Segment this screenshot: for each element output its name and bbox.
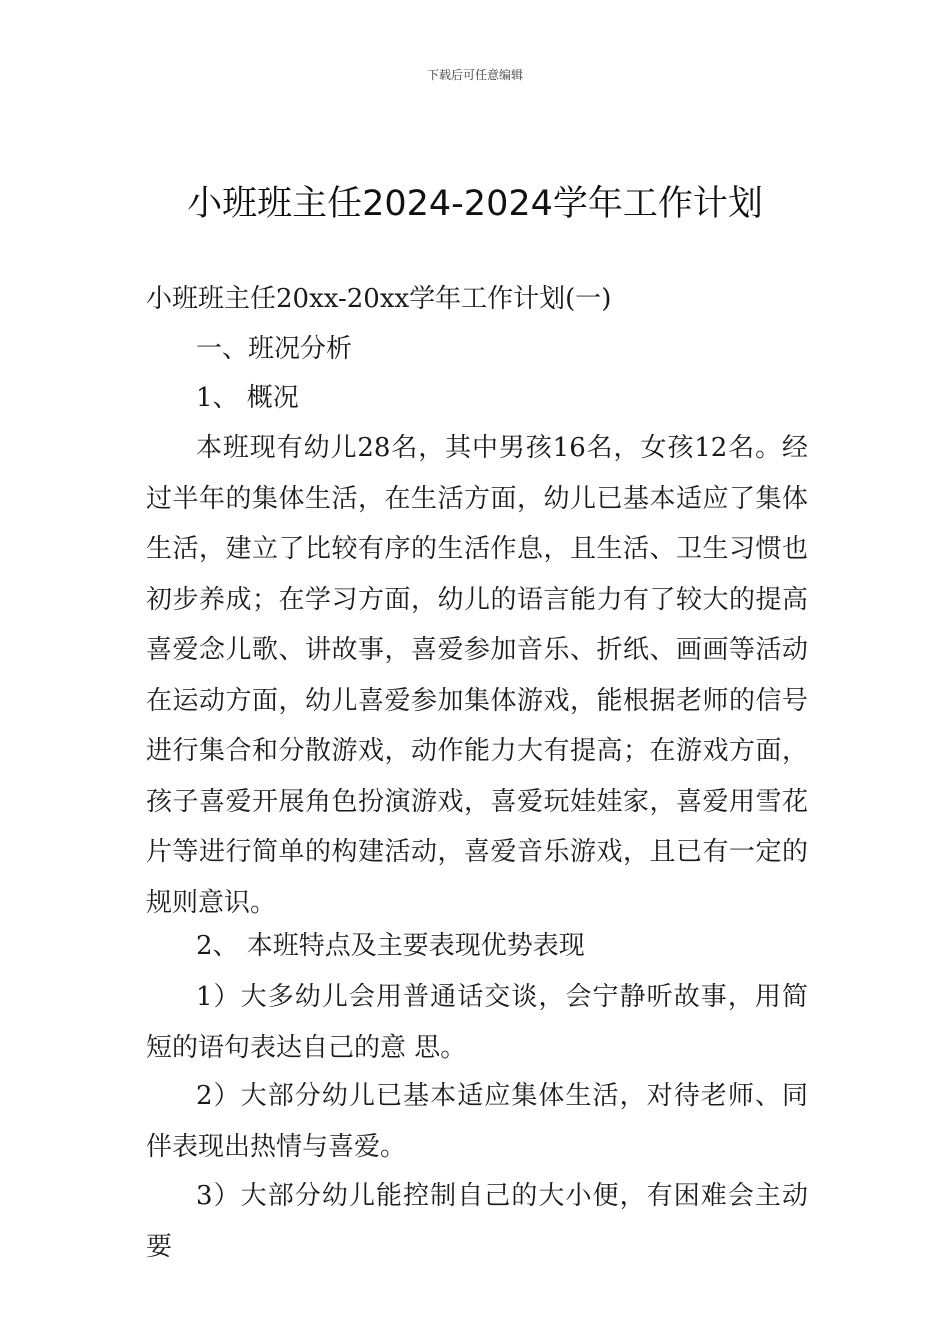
list-item: 1）大多幼儿会用普通话交谈，会宁静听故事，用简短的语句表达自己的意 思。: [146, 982, 808, 1063]
document-subtitle: 小班班主任20xx-20xx学年工作计划(一): [146, 284, 612, 314]
document-title: 小班班主任2024-2024学年工作计划: [187, 184, 763, 224]
overview-paragraph: 本班现有幼儿28名，其中男孩16名，女孩12名。经过半年的集体生活，在生活方面，幼儿已基本适应了集体生活，建立了比较有序的生活作息，且生活、卫生习惯也初步养成；在学习方面，幼儿的语言能力有了较大的提高喜爱念儿歌、讲故事，喜爱参加音乐、折纸、画画等活动在运动方面，幼儿喜爱参加集体游戏，能根据老师的信号进行集合和分散游戏，动作能力大有提高；在游戏方面，孩子喜爱开展角色扮演游戏，喜爱玩娃娃家，喜爱用雪花片等进行简单的构建活动，喜爱音乐游戏，且已有一定的规则意识。: [146, 433, 808, 918]
section-heading-class-analysis: 一、班况分析: [196, 334, 353, 364]
page-header-note: 下载后可任意编辑: [426, 68, 523, 82]
list-item: 2）大部分幼儿已基本适应集体生活，对待老师、同伴表现出热情与喜爱。: [146, 1081, 808, 1162]
subsection-heading-features: 2、 本班特点及主要表现优势表现: [196, 931, 585, 961]
subsection-heading-overview: 1、 概况: [196, 383, 299, 413]
list-item: 3）大部分幼儿能控制自己的大小便，有困难会主动要: [146, 1181, 808, 1262]
